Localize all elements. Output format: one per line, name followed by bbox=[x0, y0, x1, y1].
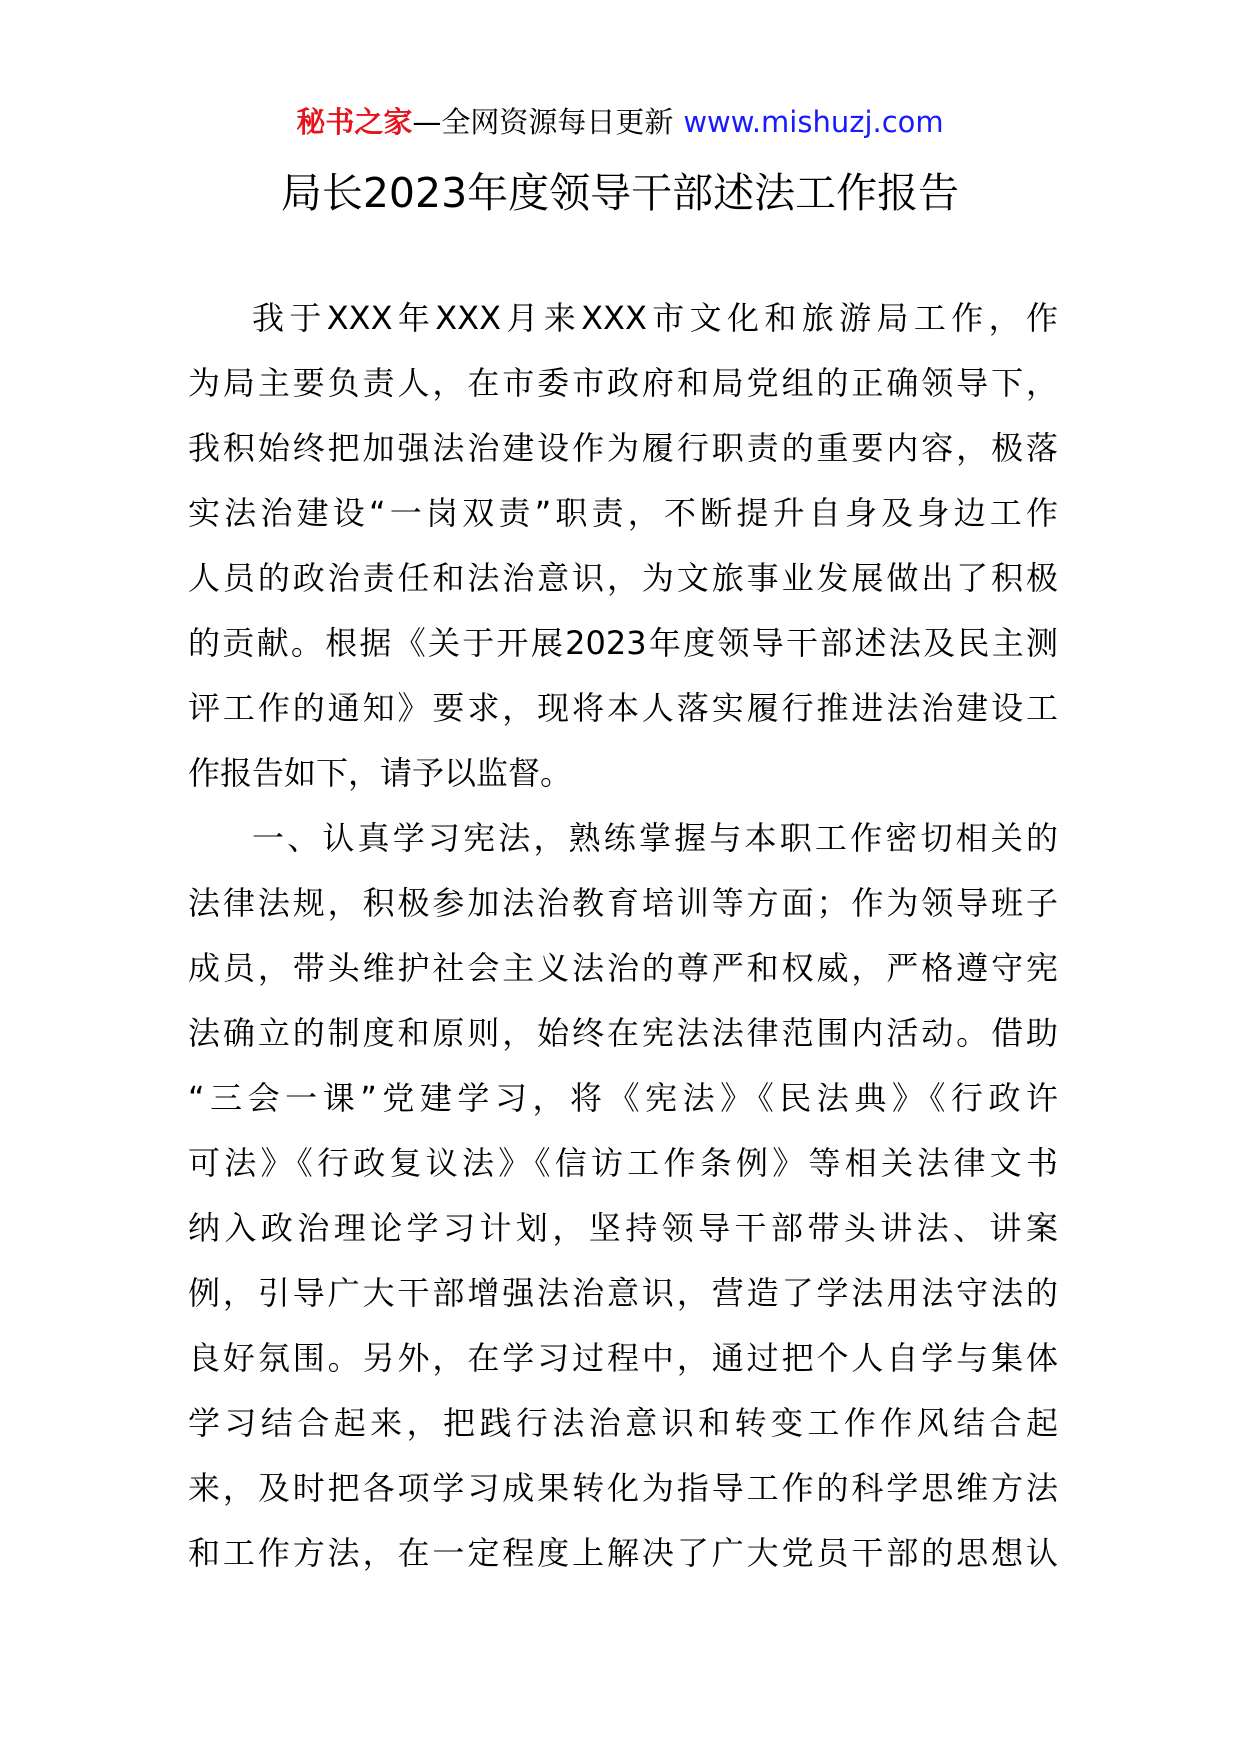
text-line: 可法》《行政复议法》《信访工作条例》等相关法律文书 bbox=[188, 1144, 1058, 1182]
site-header bbox=[0, 100, 1240, 144]
text-line: 我积始终把加强法治建设作为履行职责的重要内容，极落 bbox=[188, 429, 1058, 467]
document-body bbox=[188, 286, 1058, 1586]
header-slogan: —全网资源每日更新 bbox=[412, 105, 674, 139]
text-line: 人员的政治责任和法治意识，为文旅事业发展做出了积极 bbox=[188, 559, 1058, 597]
text-line: 实法治建设“一岗双责”职责，不断提升自身及身边工作 bbox=[188, 494, 1058, 532]
text-line: 和工作方法，在一定程度上解决了广大党员干部的思想认 bbox=[188, 1534, 1058, 1572]
text-line: 为局主要负责人，在市委市政府和局党组的正确领导下， bbox=[188, 364, 1058, 402]
text-line: 学习结合起来，把践行法治意识和转变工作作风结合起 bbox=[188, 1404, 1058, 1442]
text-line: 一、认真学习宪法，熟练掌握与本职工作密切相关的 bbox=[252, 819, 1058, 857]
brand-name: 秘书之家 bbox=[296, 105, 413, 139]
site-url-link[interactable]: www.mishuzj.com bbox=[683, 105, 944, 139]
text-line: 法确立的制度和原则，始终在宪法法律范围内活动。借助 bbox=[188, 1014, 1058, 1052]
text-line: 来，及时把各项学习成果转化为指导工作的科学思维方法 bbox=[188, 1469, 1058, 1507]
text-line: 法律法规，积极参加法治教育培训等方面；作为领导班子 bbox=[188, 884, 1058, 922]
text-line: 成员，带头维护社会主义法治的尊严和权威，严格遵守宪 bbox=[188, 949, 1058, 987]
text-line: 良好氛围。另外，在学习过程中，通过把个人自学与集体 bbox=[188, 1339, 1058, 1377]
text-line: “三会一课”党建学习，将《宪法》《民法典》《行政许 bbox=[188, 1079, 1058, 1117]
text-line: 评工作的通知》要求，现将本人落实履行推进法治建设工 bbox=[188, 689, 1058, 727]
text-line: 例，引导广大干部增强法治意识，营造了学法用法守法的 bbox=[188, 1274, 1058, 1312]
document-title: 局长2023年度领导干部述法工作报告 bbox=[280, 169, 960, 217]
text-line: 纳入政治理论学习计划，坚持领导干部带头讲法、讲案 bbox=[188, 1209, 1058, 1247]
text-line: 作报告如下，请予以监督。 bbox=[188, 754, 573, 792]
text-line: 我于XXX年XXX月来XXX市文化和旅游局工作，作 bbox=[252, 299, 1058, 337]
text-line: 的贡献。根据《关于开展2023年度领导干部述法及民主测 bbox=[188, 624, 1058, 662]
